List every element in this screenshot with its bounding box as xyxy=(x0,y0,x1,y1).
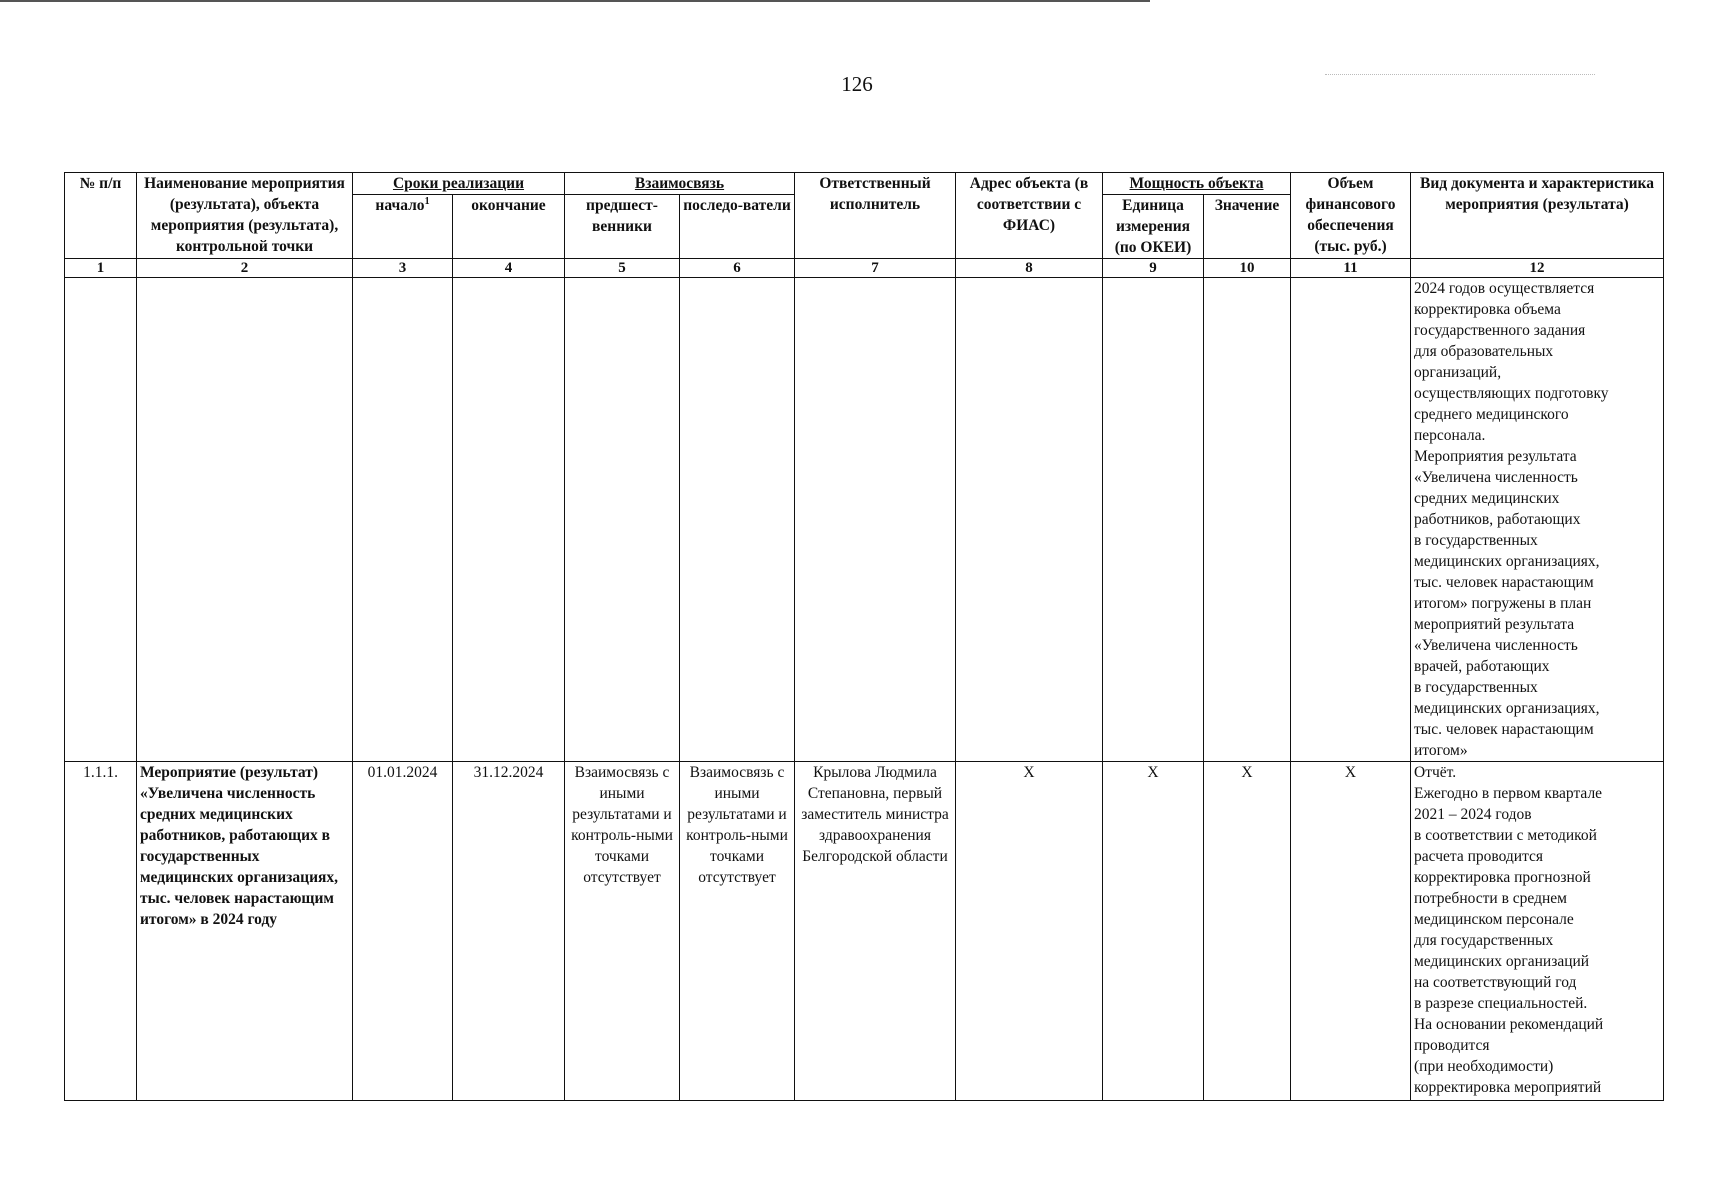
row-responsible: Крылова Людмила Степановна, первый заместитель министра здравоохранения Белгородской области xyxy=(795,762,956,1101)
header-finance: Объем финансового обеспечения (тыс. руб.) xyxy=(1291,173,1411,259)
column-number: 3 xyxy=(353,259,453,278)
column-number: 8 xyxy=(956,259,1103,278)
row-num xyxy=(65,278,137,762)
header-end: окончание xyxy=(453,195,565,259)
row-start: 01.01.2024 xyxy=(353,762,453,1101)
row-end: 31.12.2024 xyxy=(453,762,565,1101)
row-address xyxy=(956,278,1103,762)
row-unit xyxy=(1103,278,1204,762)
column-number-row xyxy=(65,259,1664,278)
header-document: Вид документа и характеристика мероприятия (результата) xyxy=(1411,173,1664,259)
row-address: X xyxy=(956,762,1103,1101)
column-number: 5 xyxy=(565,259,680,278)
top-border-rule xyxy=(0,0,1150,2)
column-number: 10 xyxy=(1204,259,1291,278)
header-value: Значение xyxy=(1204,195,1291,259)
row-name xyxy=(137,278,353,762)
column-number: 6 xyxy=(680,259,795,278)
page-number: 126 xyxy=(841,72,873,96)
header-name: Наименование мероприятия (результата), объекта мероприятия (результата), контрольной точки xyxy=(137,173,353,259)
row-value: X xyxy=(1204,762,1291,1101)
row-name: Мероприятие (результат) «Увеличена численность средних медицинских работников, работающих в государственных медицинских организациях, тыс. человек нарастающим итогом» в 2024 году xyxy=(137,762,353,1101)
row-num: 1.1.1. xyxy=(65,762,137,1101)
column-number: 7 xyxy=(795,259,956,278)
row-description: Отчёт. Ежегодно в первом квартале 2021 – 2024 годов в соответствии с методикой расчета проводится корректировка прогнозной потребности в среднем медицинском персонале для государственных медицинских организаций на соответствующий год в разрезе специальностей. На основании рекомендаций проводится (при необходимости) корректировка мероприятий xyxy=(1411,762,1664,1101)
row-finance xyxy=(1291,278,1411,762)
header-group-terms: Сроки реализации xyxy=(353,173,565,195)
column-number: 4 xyxy=(453,259,565,278)
row-predecessors xyxy=(565,278,680,762)
header-address: Адрес объекта (в соответствии с ФИАС) xyxy=(956,173,1103,259)
column-number: 9 xyxy=(1103,259,1204,278)
header-num: № п/п xyxy=(65,173,137,259)
row-successors xyxy=(680,278,795,762)
column-number: 1 xyxy=(65,259,137,278)
row-successors: Взаимосвязь с иными результатами и контроль-ными точками отсутствует xyxy=(680,762,795,1101)
header-responsible: Ответственный исполнитель xyxy=(795,173,956,259)
header-group-relation: Взаимосвязь xyxy=(565,173,795,195)
header-successors: последо-ватели xyxy=(680,195,795,259)
row-end xyxy=(453,278,565,762)
row-responsible xyxy=(795,278,956,762)
row-value xyxy=(1204,278,1291,762)
row-finance: X xyxy=(1291,762,1411,1101)
row-unit: X xyxy=(1103,762,1204,1101)
header-row-top xyxy=(65,173,1664,195)
header-predecessors: предшест-венники xyxy=(565,195,680,259)
column-number: 12 xyxy=(1411,259,1664,278)
faint-scan-marks xyxy=(1325,74,1595,75)
column-number: 11 xyxy=(1291,259,1411,278)
header-start: начало$^1$ xyxy=(353,195,453,259)
table-row xyxy=(65,278,1664,762)
footnote-mark: 1 xyxy=(424,195,430,207)
column-number: 2 xyxy=(137,259,353,278)
table-row xyxy=(65,762,1664,1101)
row-start xyxy=(353,278,453,762)
header-unit: Единица измерения (по ОКЕИ) xyxy=(1103,195,1204,259)
header-group-capacity: Мощность объекта xyxy=(1103,173,1291,195)
row-description: 2024 годов осуществляется корректировка объема государственного задания для образовательных организаций, осуществляющих подготовку среднего медицинского персонала. Мероприятия результата «Увеличена численность средних медицинских работников, работающих в государственных медицинских организациях, тыс. человек нарастающим итогом» погружены в план мероприятий результата «Увеличена численность врачей, работающих в государственных медицинских организациях, тыс. человек нарастающим итогом» xyxy=(1411,278,1664,762)
row-predecessors: Взаимосвязь с иными результатами и контроль-ными точками отсутствует xyxy=(565,762,680,1101)
activities-table xyxy=(64,172,1664,1101)
